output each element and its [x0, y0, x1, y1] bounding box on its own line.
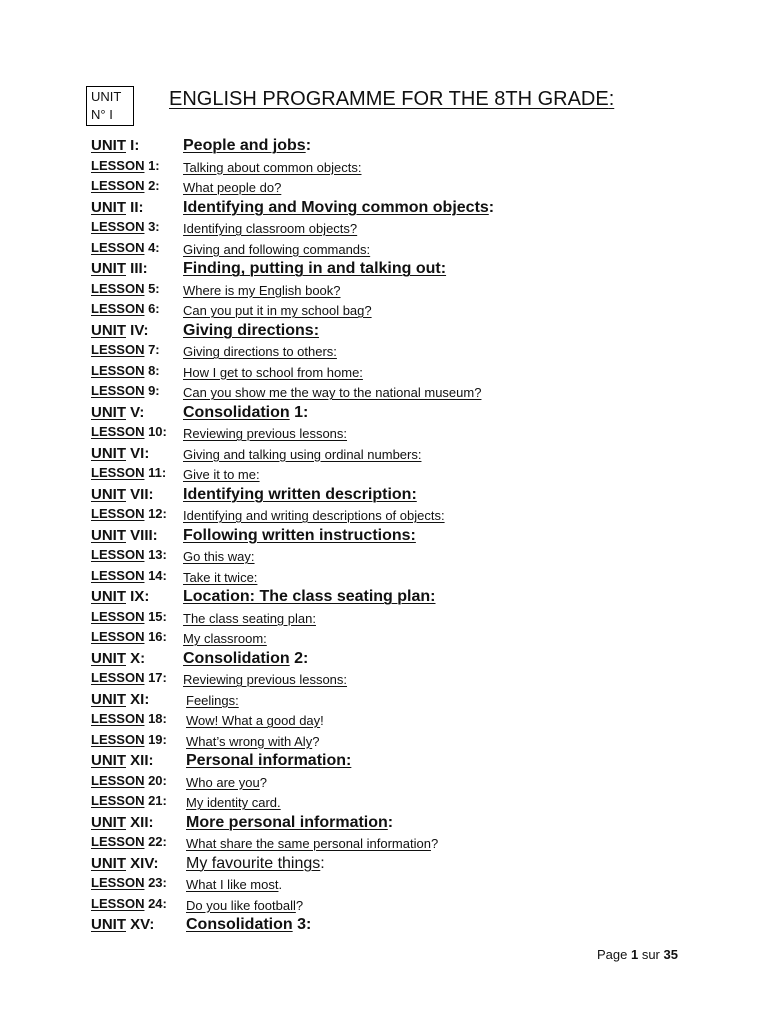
lesson-title	[183, 549, 255, 564]
lesson-word: LESSON	[91, 506, 145, 521]
lesson-row	[91, 711, 711, 732]
unit-title	[183, 650, 308, 668]
lesson-word: LESSON	[91, 342, 145, 357]
unit-word: UNIT	[91, 854, 126, 872]
lesson-number: 17:	[144, 670, 167, 685]
unit-title-text: Location: The class seating plan:	[183, 588, 436, 605]
lesson-title	[183, 426, 347, 441]
unit-number: XIV:	[126, 854, 159, 872]
unit-title	[183, 527, 416, 545]
lesson-word: LESSON	[91, 178, 145, 193]
unit-title	[186, 752, 351, 770]
lesson-label	[91, 547, 167, 562]
unit-word: UNIT	[91, 137, 126, 154]
lesson-label	[91, 732, 167, 747]
unit-title-text: Feelings:	[186, 692, 239, 708]
lesson-word: LESSON	[91, 301, 145, 316]
lesson-word: LESSON	[91, 567, 145, 583]
lesson-label	[91, 363, 160, 378]
lesson-title	[183, 611, 316, 626]
lesson-number: 15:	[144, 608, 167, 624]
lesson-label	[91, 506, 167, 521]
lesson-title	[183, 242, 370, 257]
footer-total-pages: 35	[663, 947, 678, 962]
lesson-number: 19:	[144, 731, 167, 747]
unit-number: I:	[126, 137, 140, 154]
lesson-title	[183, 467, 260, 482]
lesson-title-text: Do you like football	[186, 897, 296, 913]
lesson-word: LESSON	[91, 731, 145, 747]
lesson-word: LESSON	[91, 424, 145, 439]
lesson-word: LESSON	[91, 875, 145, 890]
unit-number: X:	[126, 649, 146, 667]
lesson-word: LESSON	[91, 362, 145, 378]
lesson-row	[91, 773, 711, 794]
unit-row	[91, 199, 711, 220]
lesson-number: 9:	[144, 383, 160, 398]
lesson-row	[91, 240, 711, 261]
lesson-title-text: My classroom:	[183, 631, 267, 646]
unit-word: UNIT	[91, 260, 126, 277]
lesson-row	[91, 383, 711, 404]
unit-number: IV:	[126, 321, 149, 339]
lesson-number: 14:	[144, 567, 167, 583]
lesson-label	[91, 875, 167, 890]
lesson-number: 6:	[144, 301, 160, 316]
unit-row	[91, 691, 711, 712]
page-title-text: ENGLISH PROGRAMME FOR THE 8TH GRADE	[169, 88, 609, 110]
unit-title	[183, 447, 421, 462]
lesson-title-text: Giving and following commands:	[183, 241, 371, 257]
lesson-title-suffix: ?	[312, 733, 320, 749]
unit-label	[91, 691, 149, 708]
unit-title-suffix: 2:	[289, 649, 309, 667]
unit-label	[91, 199, 144, 216]
lesson-title-text: Wow! What a good day	[186, 713, 321, 728]
lesson-word: LESSON	[91, 157, 145, 173]
lesson-title	[183, 344, 337, 359]
unit-title-suffix: :	[305, 137, 312, 154]
lesson-word: LESSON	[91, 629, 145, 644]
lesson-title-text: My identity card.	[186, 795, 281, 810]
lesson-row	[91, 732, 711, 753]
lesson-label	[91, 383, 160, 398]
lesson-label	[91, 834, 167, 849]
lesson-title	[186, 795, 281, 810]
unit-title	[186, 916, 311, 934]
lesson-number: 13:	[144, 547, 167, 562]
unit-title-text: Identifying written description:	[183, 485, 417, 503]
lesson-number: 18:	[144, 711, 167, 726]
lesson-title	[183, 672, 347, 687]
unit-title	[183, 322, 319, 340]
lesson-number: 10:	[144, 424, 167, 439]
lesson-row	[91, 875, 711, 896]
unit-title-text: My favourite things	[186, 854, 321, 872]
unit-title-text: Following written instructions:	[183, 526, 416, 544]
lesson-title-text: Giving directions to others:	[183, 344, 337, 359]
lesson-label	[91, 219, 160, 234]
lesson-label	[91, 281, 160, 296]
lesson-row	[91, 301, 711, 322]
lesson-title	[186, 734, 319, 749]
page-title-suffix: :	[608, 88, 615, 110]
unit-row	[91, 650, 711, 671]
unit-title	[183, 486, 417, 504]
unit-number: XI:	[126, 690, 150, 708]
unit-title	[186, 693, 239, 708]
lesson-word: LESSON	[91, 547, 145, 562]
unit-title	[186, 855, 325, 873]
lesson-number: 2:	[144, 178, 160, 193]
unit-title-text: People and jobs	[183, 137, 306, 154]
unit-label	[91, 260, 148, 277]
lesson-word: LESSON	[91, 895, 145, 911]
unit-word: UNIT	[91, 916, 126, 933]
unit-label	[91, 588, 149, 605]
lesson-number: 1:	[144, 157, 160, 173]
lesson-title-text: Where is my English book?	[183, 282, 341, 298]
lesson-label	[91, 670, 167, 685]
lesson-label	[91, 178, 160, 193]
lesson-title	[183, 221, 357, 236]
unit-row	[91, 260, 711, 281]
lesson-title-text: Give it to me:	[183, 467, 260, 482]
unit-title-text: Consolidation	[183, 649, 290, 667]
unit-title-text: Identifying and Moving common objects	[183, 198, 489, 216]
lesson-title-text: Can you put it in my school bag?	[183, 303, 372, 318]
lesson-label	[91, 342, 160, 357]
unit-box-line1: UNIT	[91, 89, 122, 104]
lesson-label	[91, 301, 160, 316]
unit-label	[91, 137, 139, 154]
lesson-title-text: How I get to school from home:	[183, 364, 363, 380]
lesson-row	[91, 834, 711, 855]
page-footer	[597, 947, 678, 962]
unit-number: IX:	[126, 588, 150, 605]
lesson-row	[91, 793, 711, 814]
lesson-title	[183, 570, 257, 585]
lesson-title-text: Reviewing previous lessons:	[183, 672, 348, 687]
unit-word: UNIT	[91, 485, 126, 503]
unit-label	[91, 752, 154, 769]
unit-title	[186, 814, 393, 832]
unit-row	[91, 527, 711, 548]
lesson-label	[91, 629, 167, 644]
unit-title-text: Giving and talking using ordinal numbers:	[183, 446, 422, 462]
lesson-title	[186, 713, 324, 728]
lesson-number: 23:	[144, 875, 167, 890]
lesson-row	[91, 547, 711, 568]
lesson-label	[91, 465, 166, 480]
unit-row	[91, 916, 711, 937]
lesson-title-suffix: ?	[259, 774, 267, 790]
lesson-title-text: What I like most	[186, 877, 279, 892]
lesson-label	[91, 609, 167, 624]
lesson-row	[91, 281, 711, 302]
lesson-word: LESSON	[91, 608, 145, 624]
lesson-word: LESSON	[91, 670, 145, 685]
unit-word: UNIT	[91, 526, 126, 544]
unit-number: V:	[126, 403, 145, 421]
unit-word: UNIT	[91, 813, 126, 831]
unit-title-suffix: 3:	[292, 916, 312, 933]
lesson-title	[183, 160, 361, 175]
unit-label	[91, 404, 144, 421]
lesson-row	[91, 896, 711, 917]
lesson-number: 11:	[144, 465, 167, 480]
unit-row	[91, 752, 711, 773]
unit-word: UNIT	[91, 403, 126, 421]
unit-word: UNIT	[91, 198, 126, 216]
lesson-row	[91, 178, 711, 199]
lesson-word: LESSON	[91, 280, 145, 296]
lesson-label	[91, 896, 167, 911]
lesson-title-suffix: .	[278, 877, 283, 892]
unit-title	[183, 588, 436, 606]
lesson-number: 24:	[144, 895, 167, 911]
unit-word: UNIT	[91, 690, 126, 708]
unit-title-text: More personal information	[186, 813, 388, 831]
lesson-row	[91, 506, 711, 527]
lesson-word: LESSON	[91, 711, 145, 726]
lesson-title	[186, 877, 282, 892]
unit-number: VII:	[126, 485, 154, 503]
unit-title	[183, 199, 494, 217]
unit-title	[183, 404, 308, 422]
lesson-title-text: Identifying classroom objects?	[183, 221, 358, 236]
lesson-row	[91, 465, 711, 486]
unit-title-suffix: 1:	[289, 403, 309, 421]
lesson-row	[91, 158, 711, 179]
lesson-label	[91, 773, 167, 788]
lesson-number: 16:	[144, 629, 167, 644]
lesson-title-text: Go this way:	[183, 549, 255, 564]
lesson-row	[91, 424, 711, 445]
lesson-title	[186, 836, 438, 851]
footer-prefix: Page	[597, 947, 631, 962]
unit-label	[91, 527, 158, 544]
lesson-title-text: Take it twice:	[183, 569, 258, 585]
unit-number: XII:	[126, 813, 154, 831]
unit-row	[91, 404, 711, 425]
unit-row	[91, 588, 711, 609]
lesson-row	[91, 670, 711, 691]
lesson-word: LESSON	[91, 465, 145, 480]
lesson-title	[183, 303, 372, 318]
page-title	[169, 88, 614, 111]
unit-label	[91, 855, 159, 872]
lesson-title	[183, 365, 363, 380]
unit-number: III:	[126, 260, 148, 277]
unit-number: XV:	[126, 916, 155, 933]
unit-label	[91, 650, 145, 667]
unit-word: UNIT	[91, 588, 126, 605]
unit-title	[183, 260, 446, 278]
footer-middle: sur	[638, 947, 664, 962]
lesson-number: 3:	[144, 219, 160, 234]
lesson-title	[186, 775, 267, 790]
unit-title	[183, 137, 311, 155]
lesson-number: 4:	[144, 239, 160, 255]
lesson-word: LESSON	[91, 834, 145, 849]
lesson-title	[183, 385, 481, 400]
unit-number: VI:	[126, 444, 150, 462]
unit-label	[91, 322, 149, 339]
unit-title-text: Consolidation	[183, 403, 290, 421]
lesson-title-suffix: !	[320, 713, 324, 728]
unit-label	[91, 916, 154, 933]
unit-word: UNIT	[91, 649, 126, 667]
lesson-title-text: What’s wrong with Aly	[186, 733, 313, 749]
unit-title-text: Finding, putting in and talking out:	[183, 260, 447, 277]
lesson-title-text: Identifying and writing descriptions of objects:	[183, 508, 445, 523]
lesson-title-suffix: ?	[295, 897, 304, 913]
unit-word: UNIT	[91, 321, 126, 339]
lesson-label	[91, 568, 167, 583]
unit-row	[91, 814, 711, 835]
unit-box-line2: N° I	[91, 107, 113, 122]
unit-title-suffix: :	[488, 198, 495, 216]
lesson-row	[91, 609, 711, 630]
unit-title-text: Giving directions:	[183, 321, 320, 339]
lesson-title	[186, 898, 303, 913]
lesson-title-suffix: ?	[430, 836, 439, 851]
lesson-title-text: What people do?	[183, 180, 282, 195]
lesson-label	[91, 240, 160, 255]
lesson-label	[91, 711, 167, 726]
lesson-word: LESSON	[91, 239, 145, 255]
unit-label	[91, 486, 154, 503]
lesson-number: 7:	[144, 342, 160, 357]
lesson-title-text: The class seating plan:	[183, 610, 316, 626]
unit-title-text: Consolidation	[186, 916, 293, 933]
lesson-title	[183, 508, 445, 523]
unit-word: UNIT	[91, 444, 126, 462]
lesson-number: 22:	[144, 834, 167, 849]
lesson-title-text: What share the same personal information	[186, 836, 431, 851]
lesson-label	[91, 424, 167, 439]
lesson-row	[91, 342, 711, 363]
lesson-word: LESSON	[91, 772, 145, 788]
footer-current-page: 1	[630, 947, 639, 962]
lesson-word: LESSON	[91, 793, 145, 808]
lesson-row	[91, 219, 711, 240]
unit-row	[91, 445, 711, 466]
lesson-word: LESSON	[91, 219, 145, 234]
lesson-number: 12:	[144, 506, 167, 521]
lesson-title-text: Can you show me the way to the national museum?	[183, 385, 482, 400]
lesson-label	[91, 793, 167, 808]
lesson-number: 5:	[144, 280, 160, 296]
lesson-title	[183, 631, 267, 646]
lesson-label	[91, 158, 160, 173]
unit-word: UNIT	[91, 752, 126, 769]
lesson-title	[183, 180, 281, 195]
lesson-row	[91, 629, 711, 650]
lesson-title-text: Who are you	[186, 774, 260, 790]
unit-number: VIII:	[126, 526, 158, 544]
unit-title-text: Personal information:	[186, 752, 352, 769]
unit-row	[91, 322, 711, 343]
lesson-title	[183, 283, 341, 298]
lesson-title-text: Talking about common objects:	[183, 159, 362, 175]
unit-label	[91, 445, 149, 462]
unit-title-suffix: :	[320, 854, 325, 872]
lesson-title-text: Reviewing previous lessons:	[183, 426, 348, 441]
unit-label	[91, 814, 154, 831]
unit-number-box	[86, 86, 134, 126]
lesson-number: 20:	[144, 772, 167, 788]
lesson-word: LESSON	[91, 383, 145, 398]
lesson-number: 8:	[144, 362, 160, 378]
unit-row	[91, 855, 711, 876]
unit-row	[91, 486, 711, 507]
unit-number: XII:	[126, 752, 154, 769]
unit-row	[91, 137, 711, 158]
unit-number: II:	[126, 198, 144, 216]
programme-list	[91, 137, 711, 937]
lesson-row	[91, 568, 711, 589]
lesson-row	[91, 363, 711, 384]
lesson-number: 21:	[144, 793, 167, 808]
unit-title-suffix: :	[387, 813, 394, 831]
